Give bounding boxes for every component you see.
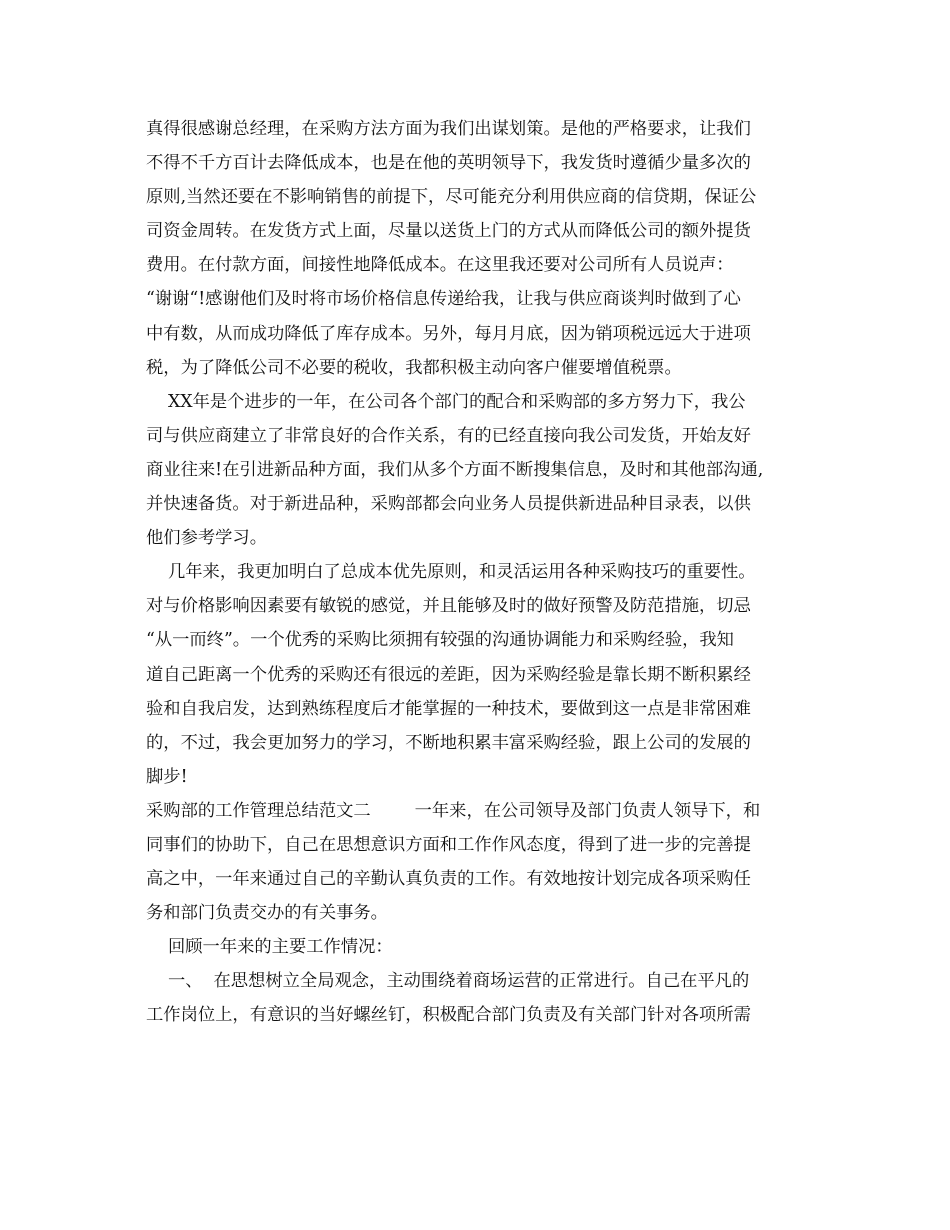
section-heading-line: 采购部的工作管理总结范文二 一年来，在公司领导及部门负责人领导下，和 [146,800,761,821]
text-line: 商业往来!在引进新品种方面，我们从多个方面不断搜集信息，及时和其他部沟通, [146,459,764,480]
text-line: 税，为了降低公司不必要的税收，我都积极主动向客户催要增值税票。 [146,357,682,378]
text-line: “从一而终”。一个优秀的采购比须拥有较强的沟通协调能力和采购经验，我知 [146,630,734,651]
text-line: 司资金周转。在发货方式上面，尽量以送货上门的方式从而降低公司的额外提货 [146,221,751,242]
text-line: 务和部门负责交办的有关事务。 [146,903,388,924]
text-line: 不得不千方百计去降低成本，也是在他的英明领导下，我发货时遵循少量多次的 [146,153,751,174]
text-line: 工作岗位上，有意识的当好螺丝钉，积极配合部门负责及有关部门针对各项所需 [146,1005,751,1026]
text-line: 几年来，我更加明白了总成本优先原则，和灵活运用各种采购技巧的重要性。 [146,562,756,583]
text-line: 并快速备货。对于新进品种，采购部都会向业务人员提供新进品种目录表，以供 [146,494,751,515]
text-line: 对与价格影响因素要有敏锐的感觉，并且能够及时的做好预警及防范措施，切忌 [146,596,751,617]
text-line: 原则,当然还要在不影响销售的前提下，尽可能充分利用供应商的信贷期，保证公 [146,187,757,208]
text-line: 验和自我启发，达到熟练程度后才能掌握的一种技术，要做到这一点是非常困难 [146,698,751,719]
text-line: 他们参考学习。 [146,528,267,549]
text-line: 中有数，从而成功降低了库存成本。另外，每月月底，因为销项税远远大于进项 [146,323,751,344]
text-line: 一、 在思想树立全局观念，主动围绕着商场运营的正常进行。自己在平凡的 [146,971,750,992]
text-line: 费用。在付款方面，间接性地降低成本。在这里我还要对公司所有人员说声： [146,255,734,276]
body-text [146,112,816,1033]
text-line: 道自己距离一个优秀的采购还有很远的差距，因为采购经验是靠长期不断积累经 [146,664,751,685]
text-line: 的，不过，我会更加努力的学习，不断地积累丰富采购经验，跟上公司的发展的 [146,732,751,753]
text-line: “谢谢“!感谢他们及时将市场价格信息传递给我，让我与供应商谈判时做到了心 [146,289,741,310]
text-line: 真得很感谢总经理，在采购方法方面为我们出谋划策。是他的严格要求，让我们 [146,119,751,139]
text-line: 高之中，一年来通过自己的辛勤认真负责的工作。有效地按计划完成各项采购任 [146,869,751,890]
text-line: XX年是个进步的一年，在公司各个部门的配合和采购部的多方努力下，我公 [146,391,746,412]
text-line: 回顾一年来的主要工作情况： [146,937,393,958]
text-line: 脚步! [146,766,188,787]
text-line: 司与供应商建立了非常良好的合作关系，有的已经直接向我公司发货，开始友好 [146,425,751,446]
text-line: 同事们的协助下，自己在思想意识方面和工作作风态度，得到了进一步的完善提 [146,834,751,855]
